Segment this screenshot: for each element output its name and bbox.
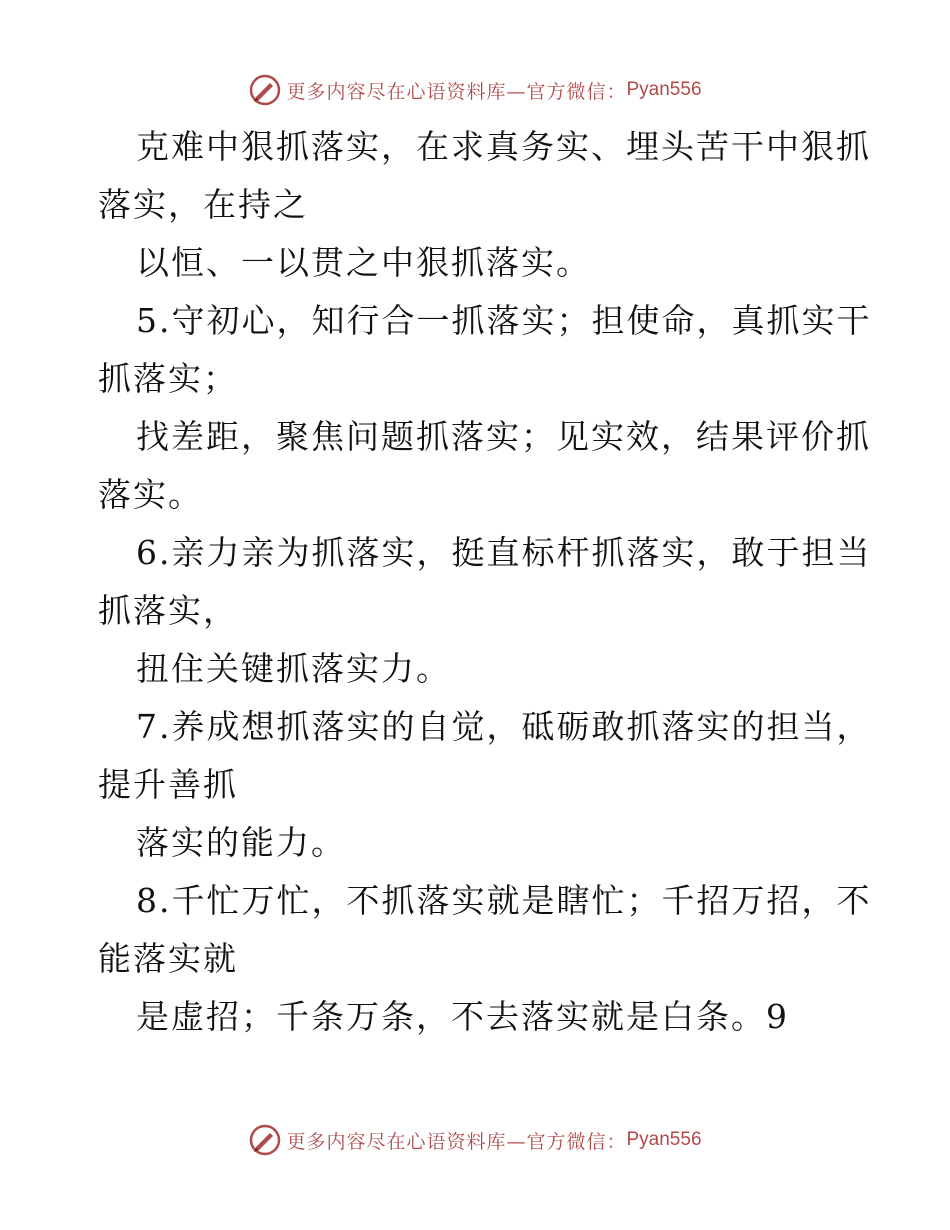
watermark-wechat-id: Pyan556: [626, 1129, 702, 1150]
text-line: 克难中狠抓落实，在求真务实、埋头苦干中狠抓: [136, 127, 871, 166]
watermark-text: 更多内容尽在心语资料库—官方微信：: [286, 80, 627, 103]
text-line: 6.亲力亲为抓落实，挺直标杆抓落实，敢于担当: [136, 533, 872, 572]
text-line: 抓落实，: [98, 591, 238, 630]
text-line: 8.千忙万忙，不抓落实就是瞎忙；千招万招，不: [136, 881, 872, 920]
text-line: 落实的能力。: [136, 823, 346, 862]
text-line: 5.守初心，知行合一抓落实；担使命，真抓实干: [136, 301, 872, 340]
text-line: 能落实就: [98, 939, 238, 978]
text-line: 扭住关键抓落实力。: [136, 649, 451, 688]
text-line: 落实。: [98, 475, 203, 514]
text-line: 找差距，聚焦问题抓落实；见实效，结果评价抓: [136, 417, 871, 456]
watermark-wechat-id: Pyan556: [626, 79, 702, 100]
document-body: [98, 118, 872, 1046]
header-watermark: [0, 70, 950, 110]
footer-watermark: [0, 1120, 950, 1160]
pen-logo-icon: [248, 1123, 282, 1157]
text-line: 7.养成想抓落实的自觉，砥砺敢抓落实的担当，: [136, 707, 872, 746]
text-line: 抓落实；: [98, 359, 238, 398]
text-line: 以恒、一以贯之中狠抓落实。: [136, 243, 591, 282]
watermark-text: 更多内容尽在心语资料库—官方微信：: [286, 1130, 627, 1153]
text-line: 是虚招；千条万条，不去落实就是白条。9: [136, 997, 789, 1036]
text-line: 落实，在持之: [98, 185, 308, 224]
text-line: 提升善抓: [98, 765, 238, 804]
pen-logo-icon: [248, 73, 282, 107]
